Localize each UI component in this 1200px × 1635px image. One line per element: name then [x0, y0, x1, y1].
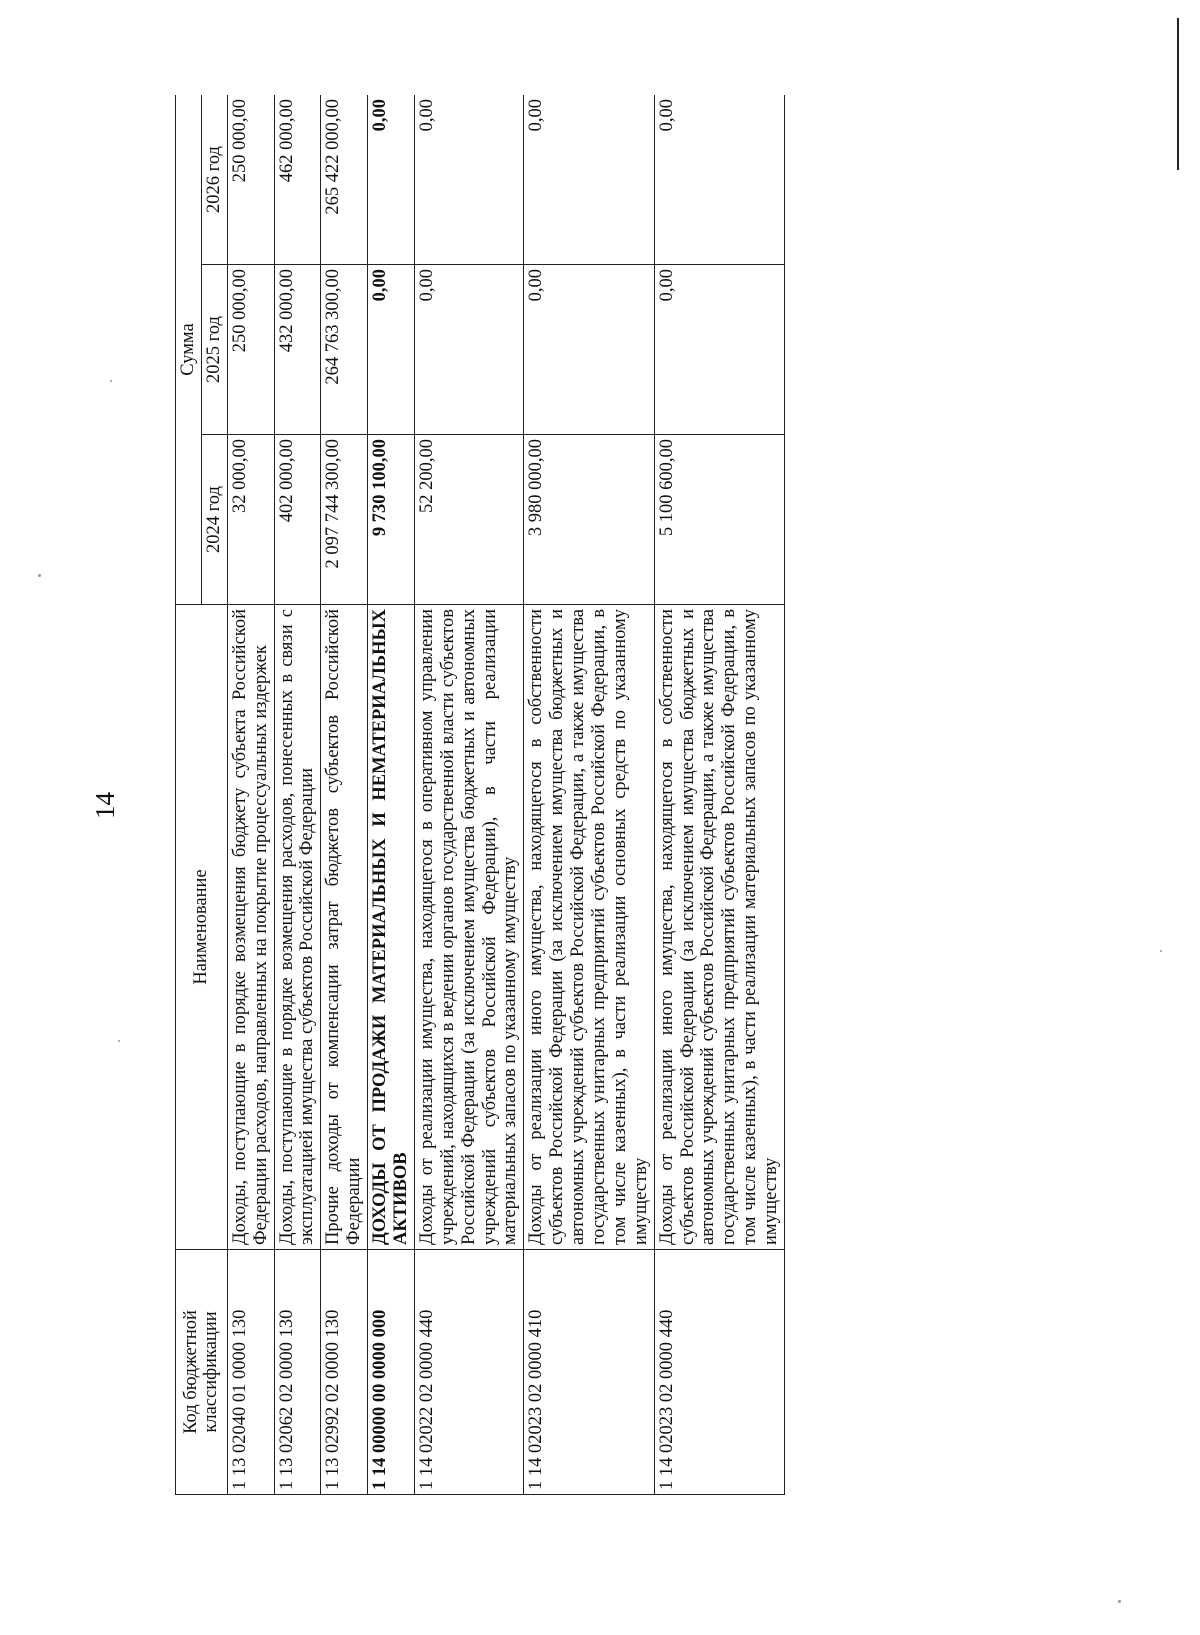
header-code: Код бюджетной классификации — [176, 1250, 228, 1495]
amount-2024-cell: 32 000,00 — [227, 435, 274, 605]
name-cell: Доходы от реализации имущества, находящегося в оперативном управлении учреждений, находящихся в ведении органов государственной власти субъектов Российской Федерации (за исключением имущества бюджетных и автономных учреждений субъектов Российской Федерации), в части реализации материальных запасов по указанному имуществу — [414, 605, 523, 1250]
amount-2025-cell: 0,00 — [414, 265, 523, 435]
amount-2026-cell: 462 000,00 — [274, 95, 321, 265]
scan-speck — [110, 380, 112, 382]
scan-speck — [118, 1040, 120, 1042]
amount-2026-cell: 250 000,00 — [227, 95, 274, 265]
table-row — [274, 95, 321, 1495]
budget-table-rotated — [175, 95, 1080, 1495]
header-year-2024: 2024 год — [201, 435, 227, 605]
budget-table-frame — [175, 95, 1080, 1495]
amount-2026-cell: 0,00 — [654, 95, 784, 265]
amount-2024-cell: 5 100 600,00 — [654, 435, 784, 605]
header-year-2025: 2025 год — [201, 265, 227, 435]
code-cell: 1 14 02023 02 0000 440 — [654, 1250, 784, 1495]
table-row — [321, 95, 368, 1495]
amount-2025-cell: 264 763 300,00 — [321, 265, 368, 435]
amount-2026-cell: 0,00 — [414, 95, 523, 265]
code-cell: 1 14 00000 00 0000 000 — [368, 1250, 415, 1495]
header-year-2026: 2026 год — [201, 95, 227, 265]
scan-speck — [1160, 950, 1162, 952]
code-cell: 1 13 02040 01 0000 130 — [227, 1250, 274, 1495]
name-cell: Доходы от реализации иного имущества, находящегося в собственности субъектов Российской Федерации (за исключением имущества бюджетных и автономных учреждений субъектов Российской Федерации, а также имущества государственных унитарных предприятий субъектов Российской Федерации, в том числе казенных), в части реализации материальных запасов по указанному имуществу — [654, 605, 784, 1250]
name-cell: Доходы, поступающие в порядке возмещения расходов, понесенных в связи с эксплуатацией имущества субъектов Российской Федерации — [274, 605, 321, 1250]
budget-table — [175, 95, 785, 1495]
amount-2026-cell: 265 422 000,00 — [321, 95, 368, 265]
amount-2024-cell: 402 000,00 — [274, 435, 321, 605]
scan-speck — [38, 574, 41, 577]
name-cell: Доходы, поступающие в порядке возмещения бюджету субъекта Российской Федерации расходов, направленных на покрытие процессуальных издержек — [227, 605, 274, 1250]
amount-2025-cell: 0,00 — [368, 265, 415, 435]
code-cell: 1 14 02022 02 0000 440 — [414, 1250, 523, 1495]
code-cell: 1 13 02062 02 0000 130 — [274, 1250, 321, 1495]
table-row — [414, 95, 523, 1495]
amount-2025-cell: 0,00 — [654, 265, 784, 435]
scan-speck — [1118, 1600, 1121, 1603]
code-cell: 1 13 02992 02 0000 130 — [321, 1250, 368, 1495]
header-name: Наименование — [176, 605, 228, 1250]
amount-2024-cell: 3 980 000,00 — [524, 435, 654, 605]
name-cell: Прочие доходы от компенсации затрат бюджетов субъектов Российской Федерации — [321, 605, 368, 1250]
page-number: 14 — [90, 792, 120, 819]
amount-2024-cell: 2 097 744 300,00 — [321, 435, 368, 605]
amount-2024-cell: 9 730 100,00 — [368, 435, 415, 605]
table-body — [227, 95, 784, 1495]
margin-rule — [1177, 18, 1179, 170]
header-sum: Сумма — [176, 95, 202, 605]
amount-2026-cell: 0,00 — [524, 95, 654, 265]
table-row — [524, 95, 654, 1495]
table-row — [227, 95, 274, 1495]
amount-2024-cell: 52 200,00 — [414, 435, 523, 605]
amount-2025-cell: 432 000,00 — [274, 265, 321, 435]
table-row — [654, 95, 784, 1495]
table-row — [368, 95, 415, 1495]
amount-2025-cell: 250 000,00 — [227, 265, 274, 435]
amount-2026-cell: 0,00 — [368, 95, 415, 265]
name-cell: Доходы от реализации иного имущества, находящегося в собственности субъектов Российской Федерации (за исключением имущества бюджетных и автономных учреждений субъектов Российской Федерации, а также имущества государственных унитарных предприятий субъектов Российской Федерации, в том числе казенных), в части реализации основных средств по указанному имуществу — [524, 605, 654, 1250]
amount-2025-cell: 0,00 — [524, 265, 654, 435]
code-cell: 1 14 02023 02 0000 410 — [524, 1250, 654, 1495]
name-cell: ДОХОДЫ ОТ ПРОДАЖИ МАТЕРИАЛЬНЫХ И НЕМАТЕРИАЛЬНЫХ АКТИВОВ — [368, 605, 415, 1250]
